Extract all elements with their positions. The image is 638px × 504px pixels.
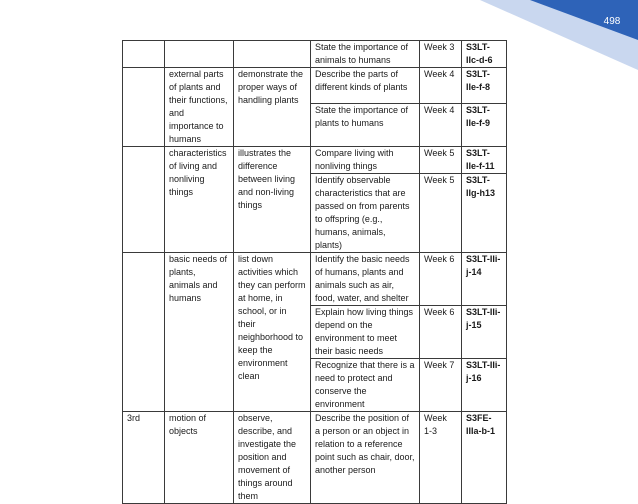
- code-cell: S3LT-IIi-j-16: [462, 359, 507, 412]
- week-cell: Week 3: [420, 41, 462, 68]
- topic-cell: basic needs of plants, animals and humans: [165, 253, 234, 412]
- skill-cell: observe, describe, and investigate the position and movement of things around them: [234, 412, 311, 504]
- table-row: [123, 41, 507, 68]
- skill-cell: [234, 41, 311, 68]
- competency-cell: Identify the basic needs of humans, plants and animals such as air, food, water, and shelter: [311, 253, 420, 306]
- competency-cell: State the importance of plants to humans: [311, 104, 420, 147]
- skill-cell: list down activities which they can perform at home, in school, or in their neighborhood to keep the environment clean: [234, 253, 311, 412]
- code-cell: S3LT-IIe-f-8: [462, 68, 507, 104]
- week-cell: Week 4: [420, 104, 462, 147]
- competency-cell: Compare living with nonliving things: [311, 147, 420, 174]
- competency-cell: State the importance of animals to humans: [311, 41, 420, 68]
- week-cell: Week 1-3: [420, 412, 462, 504]
- grade-cell: [123, 68, 165, 147]
- page-number: 498: [603, 16, 621, 27]
- topic-cell: characteristics of living and nonliving things: [165, 147, 234, 253]
- table-row: [123, 412, 507, 504]
- topic-cell: [165, 41, 234, 68]
- table-row: [123, 68, 507, 104]
- competency-cell: Recognize that there is a need to protect and conserve the environment: [311, 359, 420, 412]
- competency-cell: Explain how living things depend on the environment to meet their basic needs: [311, 306, 420, 359]
- week-cell: Week 6: [420, 306, 462, 359]
- table-row: [123, 147, 507, 174]
- code-cell: S3LT-IIe-f-9: [462, 104, 507, 147]
- grade-cell: 3rd: [123, 412, 165, 504]
- grade-cell: [123, 147, 165, 253]
- competency-cell: Describe the parts of different kinds of plants: [311, 68, 420, 104]
- week-cell: Week 7: [420, 359, 462, 412]
- code-cell: S3LT-IIi-j-14: [462, 253, 507, 306]
- week-cell: Week 5: [420, 174, 462, 253]
- competency-cell: Identify observable characteristics that are passed on from parents to offspring (e.g., humans, animals, plants): [311, 174, 420, 253]
- competency-cell: Describe the position of a person or an object in relation to a reference point such as chair, door, another person: [311, 412, 420, 504]
- skill-cell: illustrates the difference between living and non-living things: [234, 147, 311, 253]
- week-cell: Week 6: [420, 253, 462, 306]
- topic-cell: motion of objects: [165, 412, 234, 504]
- topic-cell: external parts of plants and their functions, and importance to humans: [165, 68, 234, 147]
- week-cell: Week 4: [420, 68, 462, 104]
- week-cell: Week 5: [420, 147, 462, 174]
- table-row: [123, 253, 507, 306]
- grade-cell: [123, 253, 165, 412]
- code-cell: S3LT-IIe-f-11: [462, 147, 507, 174]
- skill-cell: demonstrate the proper ways of handling plants: [234, 68, 311, 147]
- code-cell: S3FE-IIIa-b-1: [462, 412, 507, 504]
- code-cell: S3LT-IIi-j-15: [462, 306, 507, 359]
- curriculum-table: [122, 40, 507, 504]
- grade-cell: [123, 41, 165, 68]
- code-cell: S3LT-IIg-h13: [462, 174, 507, 253]
- code-cell: S3LT-IIc-d-6: [462, 41, 507, 68]
